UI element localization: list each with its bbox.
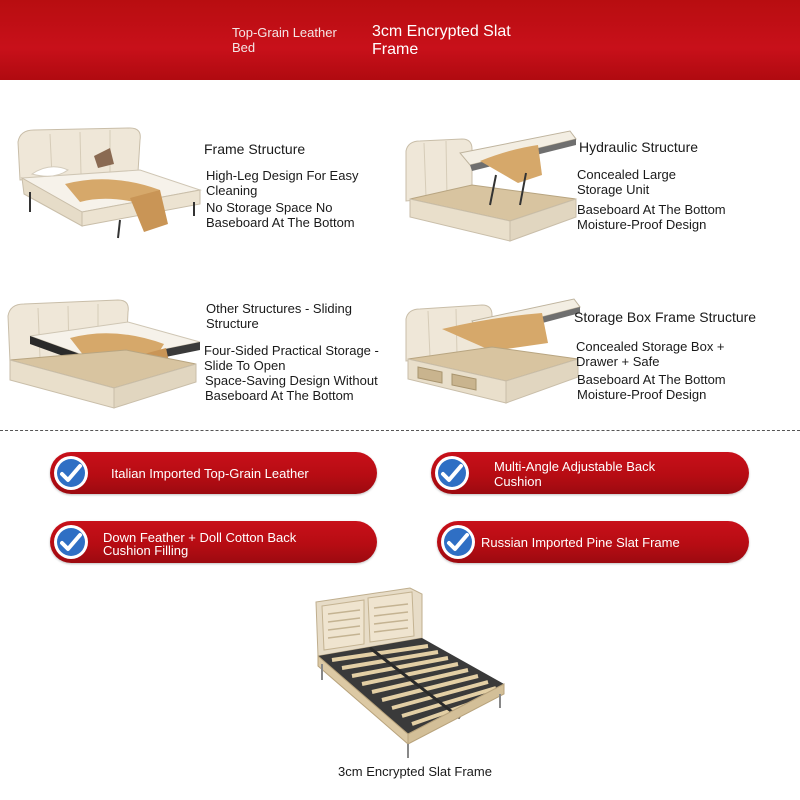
feature-badge-back-cushion [431, 452, 749, 494]
check-badge-icon [440, 524, 476, 560]
banner-right-text: 3cm Encrypted Slat Frame [372, 23, 511, 58]
structure-3-title: Other Structures - Sliding Structure [206, 301, 352, 331]
feature-4-label: Russian Imported Pine Slat Frame [481, 535, 680, 550]
structure-2-line2: Baseboard At The Bottom Moisture-Proof Design [577, 202, 726, 232]
feature-badge-leather [50, 452, 377, 494]
slat-frame-caption: 3cm Encrypted Slat Frame [338, 764, 492, 779]
top-banner [0, 0, 800, 80]
check-badge-icon [53, 455, 89, 491]
frame-structure-bed-photo [10, 120, 205, 245]
structure-4-line2: Baseboard At The Bottom Moisture-Proof Design [577, 372, 726, 402]
check-badge-icon [53, 524, 89, 560]
slat-frame-bed-photo [298, 584, 510, 760]
feature-1-label: Italian Imported Top-Grain Leather [111, 466, 309, 481]
structure-4-title: Storage Box Frame Structure [574, 309, 757, 325]
feature-3-label: Down Feather + Doll Cotton Back Cushion Filling [103, 530, 297, 558]
structure-2-line1: Concealed Large Storage Unit [577, 167, 677, 197]
banner-left-text: Top-Grain Leather Bed [232, 25, 337, 55]
feature-2-label: Multi-Angle Adjustable Back Cushion [494, 459, 656, 489]
feature-badge-filling [50, 521, 377, 563]
structure-2-title: Hydraulic Structure [579, 139, 699, 155]
structure-3-line1: Four-Sided Practical Storage - Slide To Open [204, 343, 379, 373]
structure-1-line2: No Storage Space No Baseboard At The Bottom [206, 200, 355, 230]
structure-1-title: Frame Structure [204, 141, 306, 157]
storage-box-bed-photo [402, 295, 582, 407]
feature-badge-pine-slat [437, 521, 749, 563]
structure-4-line1: Concealed Storage Box + Drawer + Safe [576, 339, 725, 369]
hydraulic-bed-photo [400, 125, 580, 243]
structure-3-line2: Space-Saving Design Without Baseboard At The Bottom [205, 373, 378, 403]
structure-1-line1: High-Leg Design For Easy Cleaning [206, 168, 359, 198]
sliding-bed-photo [4, 292, 202, 410]
check-badge-icon [434, 455, 470, 491]
section-divider [0, 430, 800, 431]
